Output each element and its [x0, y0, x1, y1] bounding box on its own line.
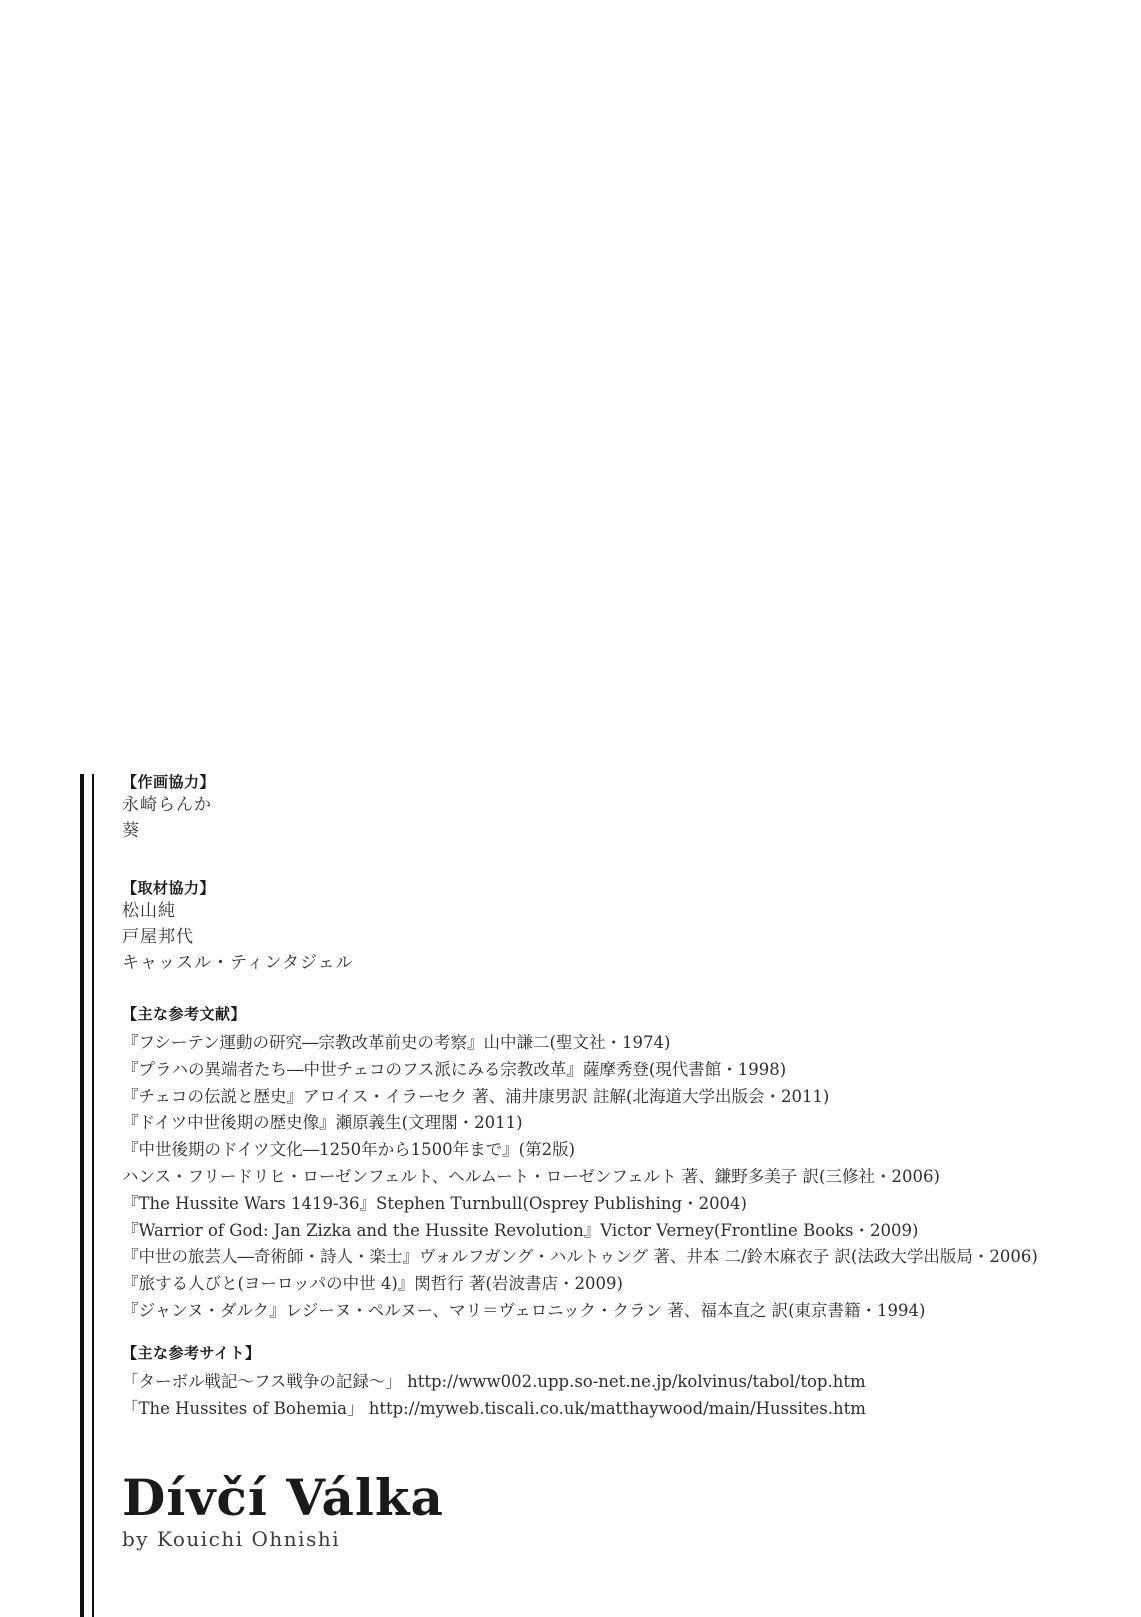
- reference-item: 『旅する人びと(ヨーロッパの中世 4)』関哲行 著(岩波書店・2009): [122, 1274, 623, 1294]
- byline: by Kouichi Ohnishi: [122, 1527, 341, 1552]
- left-rule-thin: [92, 774, 94, 1617]
- series-logo: Dívčí Válka: [122, 1468, 444, 1528]
- credit-name: 永崎らんか: [122, 795, 212, 815]
- section-heading-art-cooperation: 【作画協力】: [122, 773, 216, 791]
- credit-name: 戸屋邦代: [122, 927, 194, 947]
- credits-content: [122, 772, 1082, 1550]
- reference-item: 『中世後期のドイツ文化―1250年から1500年まで』(第2版): [122, 1140, 576, 1160]
- reference-item: 『Warrior of God: Jan Zizka and the Hussite Revolution』Victor Verney(Frontline Books・2009): [122, 1220, 919, 1240]
- left-rule-thick: [80, 774, 84, 1617]
- section-heading-references: 【主な参考文献】: [122, 1005, 247, 1023]
- reference-item: 『プラハの異端者たち―中世チェコのフス派にみる宗教改革』薩摩秀登(現代書館・1998): [122, 1059, 787, 1079]
- credit-name: 松山純: [122, 901, 176, 921]
- credit-name: キャッスル・ティンタジェル: [122, 953, 354, 973]
- site-item: 「The Hussites of Bohemia」 http://myweb.tiscali.co.uk/matthaywood/main/Hussites.htm: [122, 1398, 866, 1418]
- reference-list: [122, 1030, 1082, 1325]
- site-item: 「ターボル戦記～フス戦争の記録～」 http://www002.upp.so-net.ne.jp/kolvinus/tabol/top.htm: [122, 1371, 866, 1391]
- section-heading-research-cooperation: 【取材協力】: [122, 879, 216, 897]
- reference-item: ハンス・フリードリヒ・ローゼンフェルト、ヘルムート・ローゼンフェルト 著、鎌野多美子 訳(三修社・2006): [122, 1166, 940, 1186]
- credit-name: 葵: [122, 821, 140, 841]
- reference-item: 『The Hussite Wars 1419-36』Stephen Turnbull(Osprey Publishing・2004): [122, 1193, 747, 1213]
- reference-item: 『中世の旅芸人―奇術師・詩人・楽士』ヴォルフガング・ハルトゥング 著、井本 二/鈴木麻衣子 訳(法政大学出版局・2006): [122, 1247, 1038, 1267]
- reference-item: 『チェコの伝説と歴史』アロイス・イラーセク 著、浦井康男訳 註解(北海道大学出版会・2011): [122, 1086, 830, 1106]
- section-heading-sites: 【主な参考サイト】: [122, 1343, 261, 1362]
- reference-item: 『ドイツ中世後期の歴史像』瀬原義生(文理閣・2011): [122, 1113, 523, 1133]
- site-list: [122, 1369, 1082, 1423]
- reference-item: 『フシーテン運動の研究―宗教改革前史の考察』山中謙二(聖文社・1974): [122, 1033, 671, 1052]
- reference-item: 『ジャンヌ・ダルク』レジーヌ・ペルヌー、マリ＝ヴェロニック・クラン 著、福本直之 訳(東京書籍・1994): [122, 1300, 926, 1320]
